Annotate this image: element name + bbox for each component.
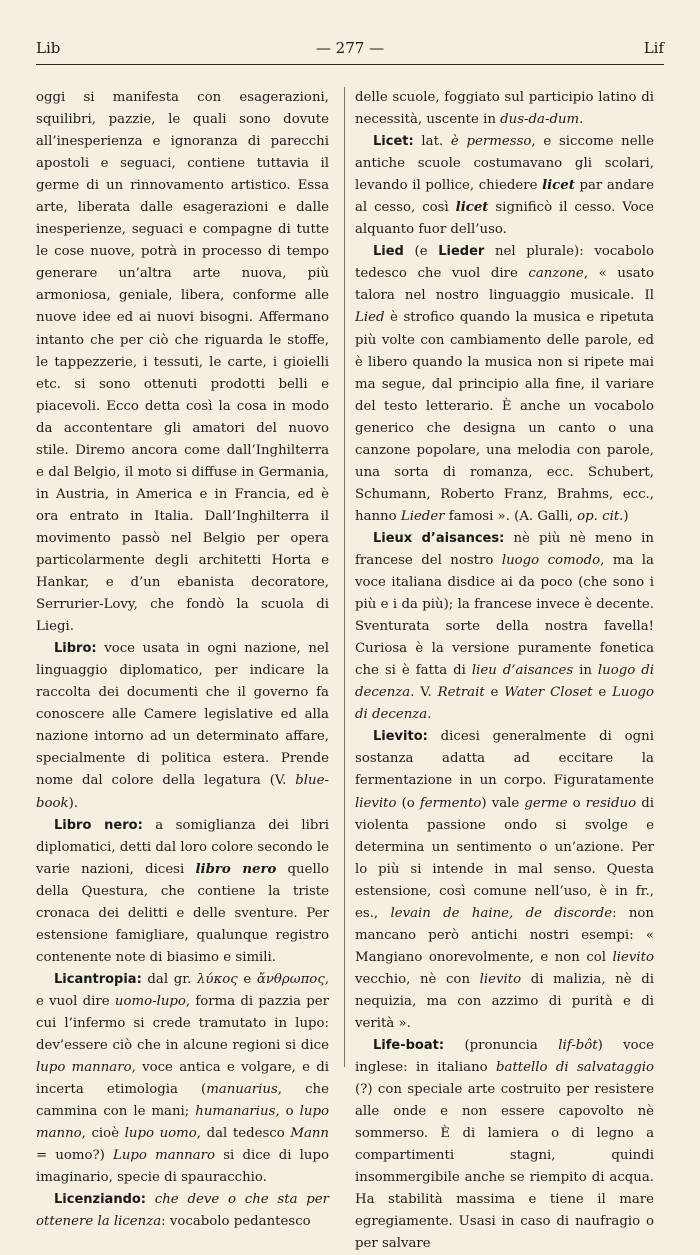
entry-text: Lied (355, 310, 385, 326)
entry-text: uomo-lupo (114, 993, 186, 1009)
entry-text: , ma la voce italiana disdice ai da poco (che sono i più e i da più); la francese invece è decente. Sventurata sorte della nostra favella! Curiosa è la versione puramente fonetica che si è fatta di (355, 552, 654, 679)
entry-text: , e vuol dire (36, 971, 329, 1009)
entry-text: levain de haine, de discorde (390, 905, 613, 921)
entry-text: , forma di pazzia per cui l’infermo si crede tramutato in lupo: dev’essere ciò che in alcune regioni si dice (36, 993, 330, 1054)
entry-text: lievito (479, 971, 522, 987)
header-left-guide-word: Lib (36, 39, 61, 57)
entry-headword: Libro nero: (54, 817, 143, 833)
entry-text: nè più nè meno in francese del nostro (355, 530, 654, 568)
entry-text: licet (455, 200, 489, 216)
entry-text: delle scuole, foggiato sul participio latino di necessità, uscente in (355, 90, 654, 128)
entry-text: (?) con speciale arte costruito per resistere alle onde e non essere capovolto nè sommerso. È di lamiera o di legno a compartimenti stagni, quindi insommergibile anche se riempito di acqua. Ha stabilità massima e tiene il mare egregiamente. Usasi in caso di naufragio o per salvare (355, 1082, 654, 1252)
entry-text: è strofico quando la musica e ripetuta più volte con cambiamento delle parole, ed è libero quando la musica non si ripete mai ma segue, dal principio alla fine, il variare del testo letterario. È anche un vocabolo generico che designa un canto o una canzone popolare, una melodia con parole, una sorta di romanza, ecc. Schubert, Schumann, Roberto Franz, Brahms, ecc., hanno (355, 310, 654, 524)
left-column (36, 87, 329, 1233)
entry-text: dal gr. (141, 971, 197, 987)
entry-text: a somiglianza dei libri diplomatici, detti dal loro colore secondo le varie nazioni, dicesi (36, 817, 329, 877)
entry-text: che deve o che sta per ottenere la licenza (36, 1192, 329, 1230)
entry-licet (355, 131, 654, 241)
entry-text: humanarius (195, 1104, 276, 1120)
entry-text: lat. (413, 134, 451, 150)
entry-text: canzone (528, 266, 584, 282)
entry-text: licet (542, 178, 575, 194)
entry-text: , voce antica e volgare, e di incerta etimologia ( (36, 1060, 329, 1098)
entry-text: blue-book (36, 773, 329, 811)
entry-text: Lupo mannaro (113, 1148, 216, 1164)
entry-text: Retrait (437, 685, 485, 701)
entry-text: quello della Questura, che contiene la triste cronaca dei delitti e delle sventure. Per estensione famigliare, qualunque registro contenente note di biasimo e simili. (36, 861, 329, 965)
entry-text: battello di salvataggio (496, 1060, 654, 1076)
entry-text: . (579, 112, 584, 128)
entry-libro-nero (36, 815, 329, 969)
entry-text: nel plurale): vocabolo tedesco che vuol dire (355, 244, 654, 282)
entry-text: Lieder (400, 508, 445, 524)
entry-text: op. cit. (577, 508, 624, 524)
entry-text: Mann (290, 1126, 329, 1142)
entry-licantropia (36, 969, 329, 1189)
entry-text: . (427, 707, 432, 723)
running-header (36, 38, 664, 62)
entry-text: lupo manno (36, 1104, 329, 1142)
entry-text: luogo comodo (501, 552, 601, 568)
entry-headword: Licenziando: (54, 1192, 147, 1208)
entry-text: lievito (612, 949, 654, 965)
entry-text: famosi ». (A. Galli, (444, 508, 578, 524)
header-right-guide-word: Lif (643, 39, 664, 57)
entry-text: : vocabolo pedantesco (161, 1214, 311, 1230)
entry-text (146, 1192, 155, 1207)
entry-text: residuo (585, 795, 637, 811)
entry-headword: Libro: (54, 641, 97, 657)
entry-text: lievito (355, 795, 397, 811)
paragraph-continuation (355, 87, 654, 131)
entry-lieux-d-aisances (355, 528, 654, 726)
entry-text: dus-da-dum (500, 112, 580, 128)
header-rule (36, 64, 664, 65)
column-divider (344, 87, 345, 1067)
entry-text: λύκος (197, 971, 238, 987)
entry-text: ἄνθρωπος (256, 971, 325, 987)
entry-text: oggi si manifesta con esagerazioni, squilibri, pazzie, le quali sono dovute all’inesperienza e ignoranza di parecchi apostoli e seguaci, contiene tuttavia il germe di un rinnovamento artistico. Essa arte, liberata dalle esagerazioni e dalle inesperienze, seguaci e compagne di tutte le cose nuove, potrà in processo di tempo generare un’altra arte nuova, più armoniosa, geniale, libera, conforme alle nuove idee ed ai nuovi bisogni. Affermano intanto che per ciò che riguarda le stoffe, le tappezzerie, i tessuti, le carte, i gioielli etc. si sono ottenuti prodotti belli e piacevoli. Ecco detta così la cosa in modo da accontentare gli amatori del nuovo stile. Diremo ancora come dall’Inghilterra e dal Belgio, il moto si diffuse in Germania, in Austria, in America e in Francia, ed è ora entrato in Italia. Dall’Inghilterra il movimento passò nel Belgio per opera particolarmente degli architetti Horta e Hankar, e d’un ebanista decoratore, Serrurier-Lovy, che fondò la scuola di Liegi. (36, 90, 329, 635)
entry-life-boat (355, 1035, 654, 1255)
entry-text: ). (68, 795, 79, 811)
entry-text: ) vale (481, 795, 525, 811)
entry-text: . V. (410, 685, 438, 701)
entry-text: voce usata in ogni nazione, nel linguaggio diplomatico, per indicare la raccolta dei documenti che il governo fa conoscere alle Camere legislative ed alla nazione intorno ad un determinato affare, specialmente di politica estera. Prende nome dal colore della legatura (V. (36, 641, 329, 789)
entry-text: , che cammina con le mani; (36, 1082, 329, 1120)
entry-text: lieu d’aisances (471, 663, 574, 679)
entry-headword: Lieder (438, 244, 485, 260)
entry-text: , « usato talora nel nostro linguaggio musicale. Il (355, 266, 655, 304)
entry-text: lupo mannaro (36, 1060, 132, 1076)
entry-text: manuarius (206, 1082, 278, 1098)
entry-text: di malizia, nè di nequizia, ma con azzimo di purità e di verità ». (355, 971, 655, 1031)
entry-text: par andare al cesso, così (355, 178, 654, 216)
entry-text: e (484, 685, 505, 701)
entry-headword: Life-boat: (373, 1038, 445, 1054)
entry-libro (36, 638, 329, 814)
entry-lied (355, 241, 654, 528)
entry-lievito (355, 726, 654, 1035)
entry-text: in (573, 663, 598, 679)
entry-text: ) voce inglese: in italiano (355, 1038, 654, 1076)
entry-text: e (237, 971, 257, 987)
entry-text: è permesso (450, 134, 532, 150)
entry-text: lupo uomo (124, 1126, 197, 1142)
entry-text: (pronuncia (444, 1038, 559, 1054)
entry-text: e (592, 685, 613, 701)
entry-text: , o (275, 1104, 300, 1120)
entry-headword: Lievito: (373, 729, 428, 745)
entry-text: dicesi generalmente di ogni sostanza adatta ad eccitare la fermentazione in un corpo. Figuratamente (355, 729, 654, 789)
entry-text: , dal tedesco (196, 1126, 291, 1142)
entry-text: , e siccome nelle antiche scuole costumavano gli scolari, levando il pollice, chiedere (355, 134, 654, 194)
entry-text: fermento (419, 795, 482, 811)
entry-text: o (567, 795, 586, 811)
entry-text: = uomo?) (36, 1148, 113, 1164)
entry-text: lif-bôt (558, 1038, 598, 1054)
entry-headword: Licantropia: (54, 971, 142, 987)
entry-text: ) (623, 508, 629, 524)
entry-text: si dice di lupo imaginario, specie di spauracchio. (36, 1148, 329, 1186)
entry-text: vecchio, nè con (355, 971, 480, 987)
entry-headword: Licet: (373, 134, 414, 150)
entry-text: Luogo di decenza (355, 685, 654, 723)
entry-text: significò il cesso. Voce alquanto fuor dell’uso. (355, 200, 654, 238)
entry-text: germe (524, 795, 568, 811)
entry-text: (o (396, 795, 420, 811)
entry-text: libro nero (195, 861, 277, 877)
page-number: — 277 — (315, 39, 385, 57)
entry-text: luogo di decenza (355, 663, 654, 701)
paragraph-continuation (36, 87, 329, 638)
entry-text: (e (403, 244, 439, 260)
right-column (355, 87, 654, 1255)
entry-headword: Lieux d’aisances: (373, 530, 505, 546)
entry-text: di violenta passione ondo si svolge e determina un sentimento o un’azione. Per lo più si intende in mal senso. Questa estensione, così comune nell’uso, è in fr., es., (355, 795, 654, 921)
entry-text: , cioè (81, 1126, 125, 1142)
entry-text: : non mancano però antichi nostri esempi: « Mangiano onorevolmente, e non col (355, 905, 654, 965)
entry-text: Water Closet (504, 685, 593, 701)
entry-licenziando (36, 1189, 329, 1233)
entry-headword: Lied (373, 244, 404, 260)
